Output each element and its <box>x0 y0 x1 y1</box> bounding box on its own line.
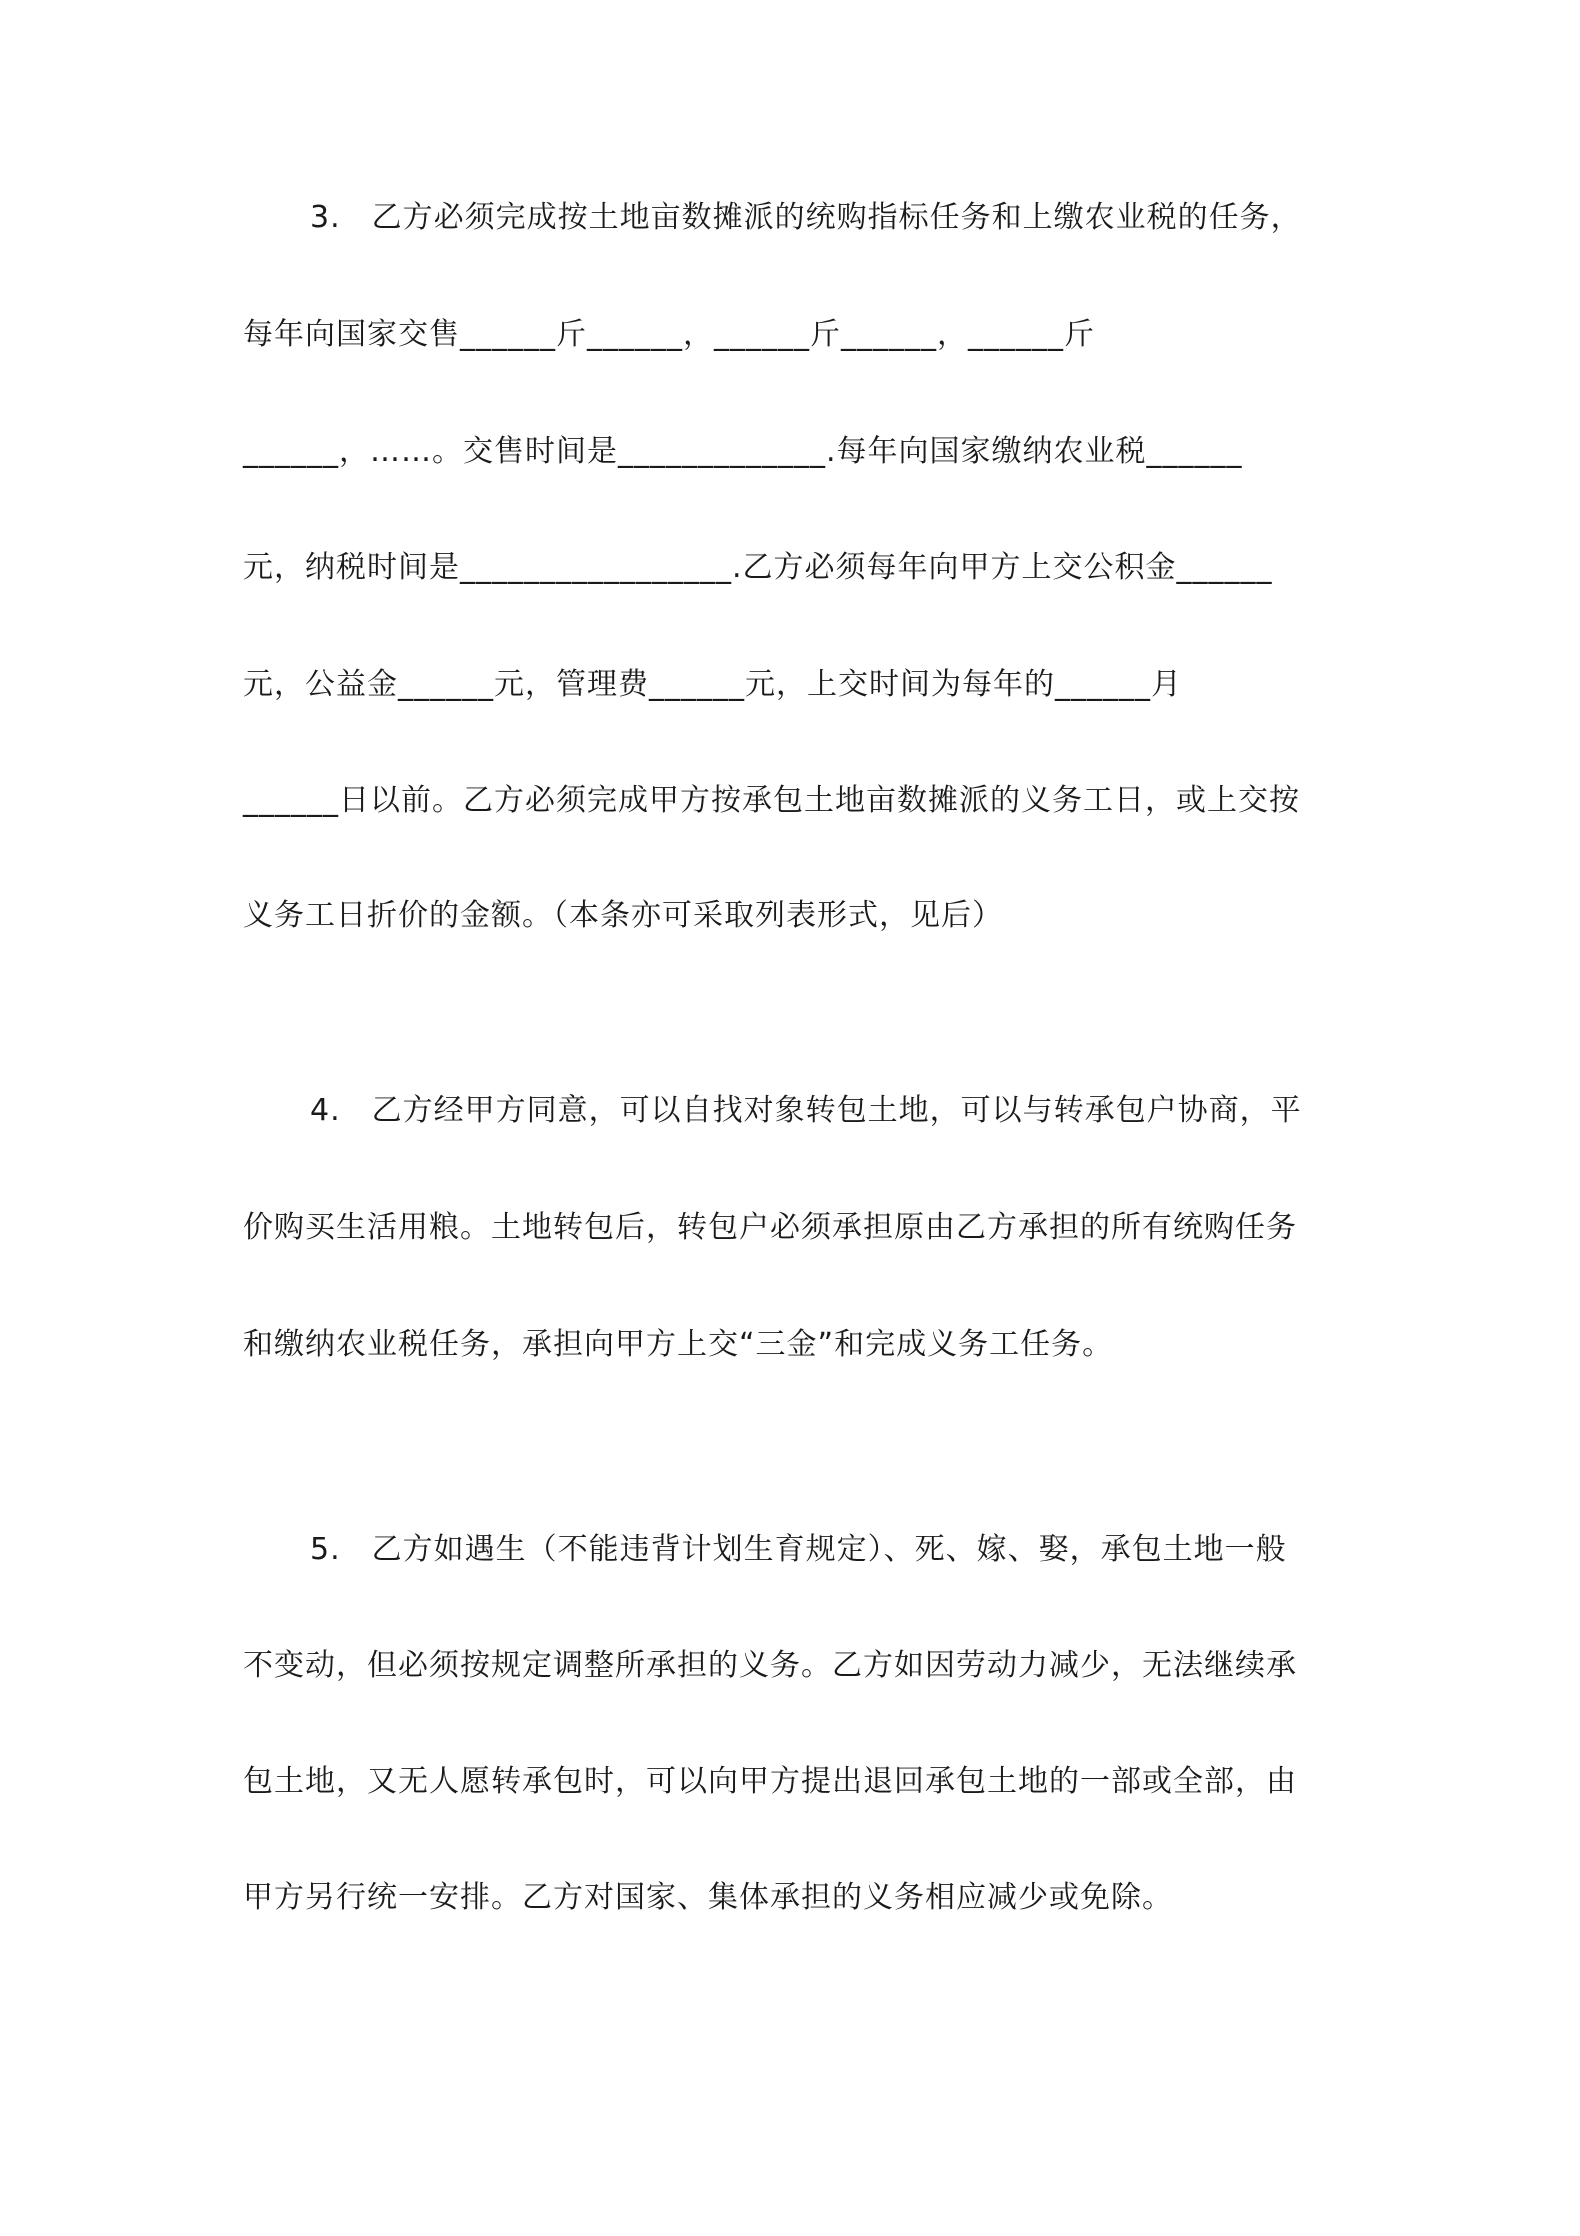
clause-4-line-2: 价购买生活用粮。土地转包后，转包户必须承担原由乙方承担的所有统购任务 <box>243 1210 1297 1245</box>
clause-3-line-2: 每年向国家交售______斤______，______斤______，______斤 <box>243 317 1095 352</box>
clause-5-line-4: 甲方另行统一安排。乙方对国家、集体承担的义务相应减少或免除。 <box>243 1880 1173 1915</box>
clause-3-line-4: 元，纳税时间是_________________.乙方必须每年向甲方上交公积金______ <box>243 550 1273 585</box>
clause-3-line-5: 元，公益金______元，管理费______元，上交时间为每年的______月 <box>243 667 1182 702</box>
clause-3-line-1: 3. 乙方必须完成按土地亩数摊派的统购指标任务和上缴农业税的任务， <box>310 200 1302 235</box>
clause-3-line-6: ______日以前。乙方必须完成甲方按承包土地亩数摊派的义务工日，或上交按 <box>243 783 1300 818</box>
clause-5-line-2: 不变动，但必须按规定调整所承担的义务。乙方如因劳动力减少，无法继续承 <box>243 1648 1297 1683</box>
clause-5-line-3: 包土地，又无人愿转承包时，可以向甲方提出退回承包土地的一部或全部，由 <box>243 1764 1297 1799</box>
clause-5-line-1: 5. 乙方如遇生（不能违背计划生育规定）、死、嫁、娶，承包土地一般 <box>310 1532 1287 1567</box>
clause-4-line-1: 4. 乙方经甲方同意，可以自找对象转包土地，可以与转承包户协商，平 <box>310 1093 1302 1128</box>
clause-4-line-3: 和缴纳农业税任务，承担向甲方上交“三金”和完成义务工任务。 <box>243 1327 1114 1362</box>
clause-3-line-7: 义务工日折价的金额。（本条亦可采取列表形式，见后） <box>243 898 1003 933</box>
clause-3-line-3: ______，……。交售时间是_____________.每年向国家缴纳农业税______ <box>243 434 1243 469</box>
